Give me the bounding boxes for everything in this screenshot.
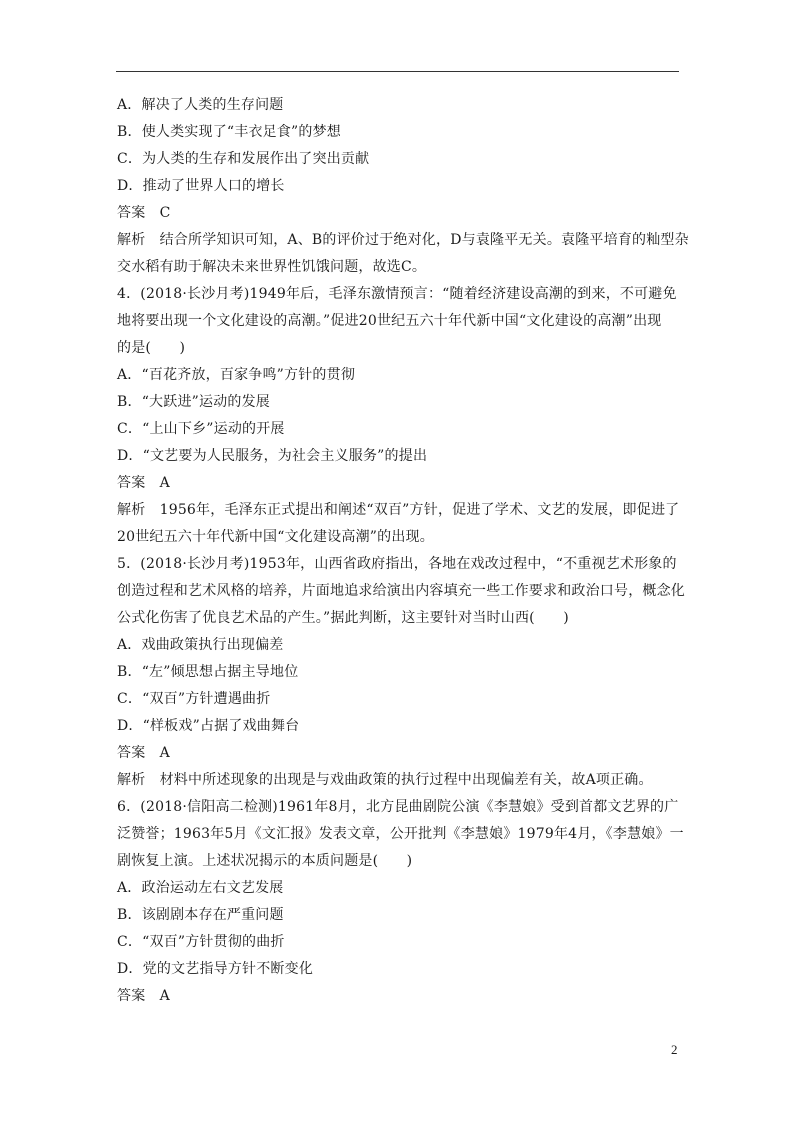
analysis-q5: 解析 材料中所述现象的出现是与戏曲政策的执行过程中出现偏差有关，故A项正确。 [117,772,653,788]
question-5-line-1: 5．(2018·长沙月考)1953年，山西省政府指出，各地在戏改过程中，“不重视艺术形象的 [117,556,677,572]
option-d-q4: D．“文艺要为人民服务，为社会主义服务”的提出 [117,448,428,464]
answer-q4: 答案 A [117,475,170,491]
analysis-q3-line-2: 交水稻有助于解决未来世界性饥饿问题，故选C。 [117,259,427,275]
option-c-q5: C．“双百”方针遭遇曲折 [117,691,271,707]
question-4-line-3: 的是( ) [117,340,186,356]
option-d-q6: D．党的文艺指导方针不断变化 [117,961,314,977]
option-d-q3: D．推动了世界人口的增长 [117,178,285,194]
option-a-q6: A．政治运动左右文艺发展 [117,880,284,896]
option-a-q4: A．“百花齐放，百家争鸣”方针的贯彻 [117,367,356,383]
option-c-q6: C．“双百”方针贯彻的曲折 [117,934,285,950]
question-4-line-2: 地将要出现一个文化建设的高潮。”促进20世纪五六十年代新中国“文化建设的高潮”出现 [117,313,662,329]
analysis-q4-line-2: 20世纪五六十年代新中国“文化建设高潮”的出现。 [117,529,434,545]
question-5-line-2: 创造过程和艺术风格的培养，片面地追求给演出内容填充一些工作要求和政治口号，概念化 [117,583,685,599]
question-6-line-3: 剧恢复上演。上述状况揭示的本质问题是( ) [117,853,413,869]
header-rule [116,71,679,72]
question-5-line-3: 公式化伤害了优良艺术品的产生。”据此判断，这主要针对当时山西( ) [117,610,569,626]
question-4-line-1: 4．(2018·长沙月考)1949年后，毛泽东激情预言：“随着经济建设高潮的到来，不可避免 [117,286,677,302]
answer-q3: 答案 C [117,205,171,221]
answer-q6: 答案 A [117,988,170,1004]
answer-q5: 答案 A [117,745,170,761]
option-b-q5: B．“左”倾思想占据主导地位 [117,664,299,680]
option-c-q3: C．为人类的生存和发展作出了突出贡献 [117,151,370,167]
analysis-q3-line-1: 解析 结合所学知识可知，A、B的评价过于绝对化，D与袁隆平无关。袁隆平培育的籼型杂 [117,232,689,248]
option-b-q6: B．该剧剧本存在严重问题 [117,907,284,923]
option-a-q5: A．戏曲政策执行出现偏差 [117,637,284,653]
option-a-q3: A．解决了人类的生存问题 [117,97,284,113]
option-b-q4: B．“大跃进”运动的发展 [117,394,271,410]
page-number: 2 [671,1042,678,1057]
option-c-q4: C．“上山下乡”运动的开展 [117,421,285,437]
option-d-q5: D．“样板戏”占据了戏曲舞台 [117,718,300,734]
document-body [117,92,689,1010]
analysis-q4-line-1: 解析 1956年，毛泽东正式提出和阐述“双百”方针，促进了学术、文艺的发展，即促进了 [117,502,680,518]
option-b-q3: B．使人类实现了“丰衣足食”的梦想 [117,124,342,140]
question-6-line-2: 泛赞誉；1963年5月《文汇报》发表文章，公开批判《李慧娘》1979年4月，《李慧娘》一 [117,826,684,842]
question-6-line-1: 6．(2018·信阳高二检测)1961年8月，北方昆曲剧院公演《李慧娘》受到首都文艺界的广 [117,799,679,815]
